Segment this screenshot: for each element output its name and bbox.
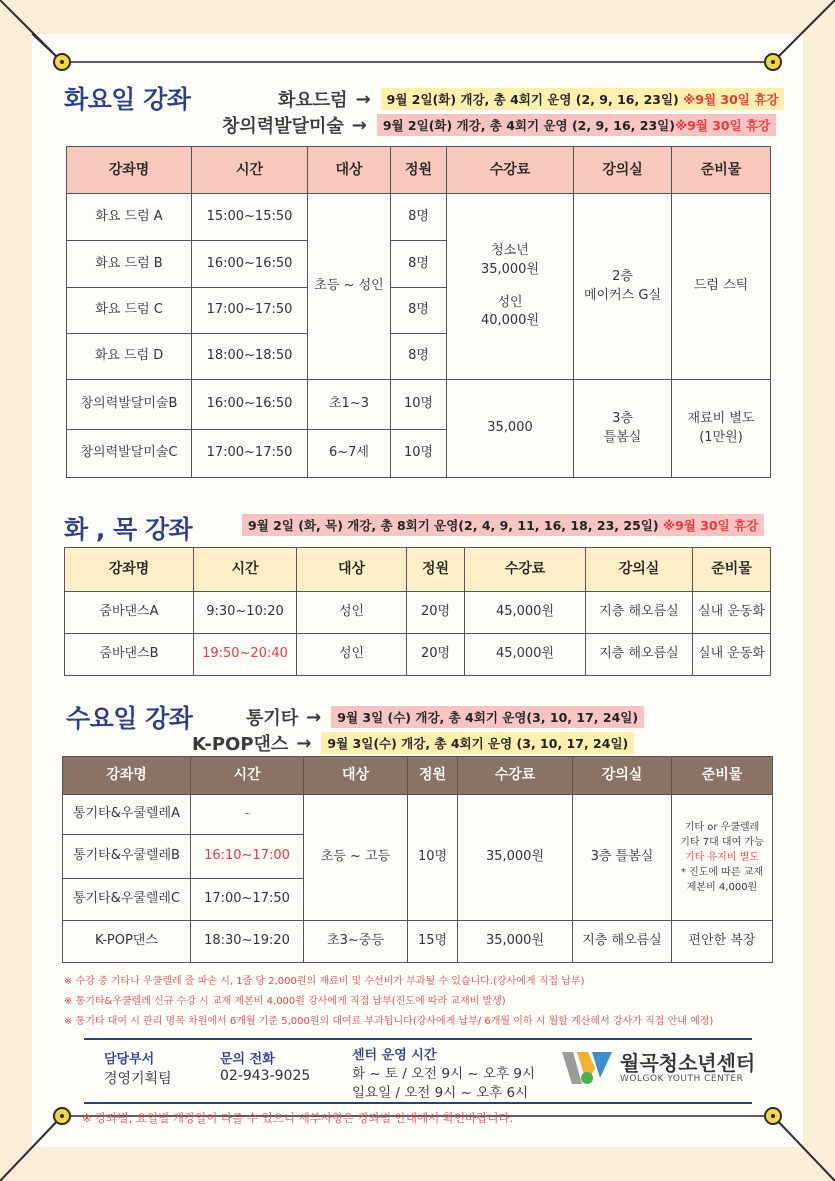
course-fee: 35,000원: [458, 795, 573, 921]
course-target: 6~7세: [308, 430, 391, 478]
arrow-right-icon: →: [306, 706, 322, 728]
course-fee: 45,000원: [465, 634, 586, 676]
course-target: 성인: [297, 634, 407, 676]
hours-weekday: 화 ~ 토 / 오전 9시 ~ 오후 9시: [352, 1066, 536, 1082]
table-row: [65, 592, 771, 634]
course-capacity: 20명: [407, 592, 465, 634]
course-time: 17:00~17:50: [192, 288, 308, 334]
table-row: [67, 380, 771, 430]
header-cell: 시간: [192, 147, 308, 194]
center-logo: [560, 1048, 755, 1088]
pin-icon: [53, 1107, 71, 1125]
art-info-line: [222, 112, 776, 138]
header-cell: 대상: [297, 548, 407, 592]
header-cell: 정원: [407, 548, 465, 592]
table-header-row: [63, 757, 773, 795]
course-room: 지층 해오름실: [586, 634, 693, 676]
course-time: 18:00~18:50: [192, 334, 308, 380]
art-name: 창의력발달미술: [222, 116, 344, 137]
art-holiday: ※9월 30일 휴강: [674, 118, 771, 133]
hours-label: 센터 운영 시간: [352, 1048, 437, 1063]
course-time: 17:00~17:50: [191, 879, 304, 921]
fee-youth-value: 35,000원: [480, 261, 540, 277]
header-cell: 강의실: [573, 757, 672, 795]
table-row: [65, 634, 771, 676]
course-name: 통기타&우쿨렐레B: [63, 835, 191, 879]
drum-info-line: [278, 86, 784, 112]
tuesday-table: [66, 146, 771, 478]
guitar-schedule: 9월 3일 (수) 개강, 총 4회기 운영(3, 10, 17, 24일): [331, 706, 644, 728]
hours-sunday: 일요일 / 오전 9시 ~ 오후 6시: [352, 1085, 529, 1101]
course-time: 19:50~20:40: [194, 634, 297, 676]
tuethu-schedule: [242, 514, 764, 536]
supply-line: 기타 유지비 별도: [685, 852, 759, 863]
tuethu-schedule-text: 9월 2일 (화, 목) 개강, 총 8회기 운영(2, 4, 9, 11, 16, 18, 23, 25일): [248, 518, 659, 533]
course-room: [574, 380, 672, 478]
course-time: 16:10~17:00: [191, 835, 304, 879]
course-name: K-POP댄스: [63, 921, 191, 963]
dept-value: 경영기획팀: [104, 1071, 172, 1087]
arrow-right-icon: →: [296, 732, 312, 754]
course-fee: [447, 194, 574, 380]
tuethu-holiday: ※9월 30일 휴강: [662, 518, 759, 533]
table-header-row: [67, 147, 771, 194]
w-logo-icon: [560, 1048, 614, 1088]
course-target: 성인: [297, 592, 407, 634]
course-room: 지층 해오름실: [573, 921, 672, 963]
header-cell: 수강료: [458, 757, 573, 795]
note-line: ※ 통기타&우쿨렐레 신규 수강 시 교재 제본비 4,000원 강사에게 직접 납부(진도에 따라 교재비 발생): [64, 996, 506, 1007]
course-target: 초등 ~ 성인: [308, 194, 391, 380]
drum-schedule-text: 9월 2일(화) 개강, 총 4회기 운영 (2, 9, 16, 23일): [386, 92, 679, 107]
supply-line: (1만원): [699, 429, 743, 445]
course-time: 15:00~15:50: [192, 194, 308, 241]
header-cell: 수강료: [447, 147, 574, 194]
room-name: 틀봄실: [603, 429, 642, 445]
fee-adult-value: 40,000원: [480, 313, 540, 329]
pin-icon: [53, 53, 71, 71]
drum-name: 화요드럼: [278, 90, 348, 111]
note-line: ※ 통기타 대여 시 관리 명목 차원에서 6개월 기준 5,000원의 대여료 부과됩니다(강사에게 납부/ 6개월 이하 시 월할 계산해서 강사가 직접 안내 예정): [64, 1016, 714, 1027]
course-name: 줌바댄스A: [65, 592, 194, 634]
course-target: 초등 ~ 고등: [304, 795, 408, 921]
header-cell: 준비물: [672, 757, 773, 795]
course-capacity: 8명: [391, 288, 447, 334]
course-name: 통기타&우쿨렐레C: [63, 879, 191, 921]
course-room: 3층 틀봄실: [573, 795, 672, 921]
header-cell: 시간: [194, 548, 297, 592]
tuethu-table: [64, 547, 771, 676]
course-supply: [672, 795, 773, 921]
note-line: ※ 수강 중 기타나 우쿨렐레 줄 파손 시, 1줄 당 2,000원의 재료비 및 수선비가 부과될 수 있습니다.(강사에게 직접 납부): [64, 976, 585, 987]
guitar-name: 통기타: [246, 708, 299, 729]
header-cell: 대상: [304, 757, 408, 795]
course-name: 줌바댄스B: [65, 634, 194, 676]
table-row: [67, 194, 771, 241]
header-cell: 준비물: [693, 548, 771, 592]
notes: [64, 972, 713, 1032]
tuethu-info-line: [242, 514, 764, 536]
header-cell: 준비물: [672, 147, 771, 194]
course-fee: 35,000: [447, 380, 574, 478]
table-row: [63, 795, 773, 835]
arrow-right-icon: →: [351, 114, 367, 136]
course-capacity: 15명: [408, 921, 458, 963]
supply-line: 제본비 4,000원: [686, 882, 758, 893]
pin-icon: [764, 1107, 782, 1125]
header-cell: 강좌명: [63, 757, 191, 795]
course-capacity: 8명: [391, 241, 447, 288]
course-fee: 35,000원: [458, 921, 573, 963]
course-time: 9:30~10:20: [194, 592, 297, 634]
wednesday-table: [62, 756, 773, 963]
room-name: 메이커스 G실: [584, 287, 661, 303]
course-target: 초3~중등: [304, 921, 408, 963]
guitar-info-line: [246, 704, 644, 730]
course-capacity: 20명: [407, 634, 465, 676]
logo-name-en: WOLGOK YOUTH CENTER: [620, 1074, 744, 1084]
course-room: 지층 해오름실: [586, 592, 693, 634]
supply-line: 재료비 별도: [687, 410, 755, 426]
supply-line: 기타 7대 대여 가능: [680, 837, 764, 848]
course-capacity: 8명: [391, 194, 447, 241]
course-time: 18:30~19:20: [191, 921, 304, 963]
course-name: 화요 드럼 D: [67, 334, 192, 380]
arrow-right-icon: →: [355, 88, 371, 110]
course-supply: 편안한 복장: [672, 921, 773, 963]
course-time: 17:00~17:50: [192, 430, 308, 478]
bottom-note: ※ 강좌별, 요일별 개강일이 다를 수 있으니 세부사항은 강좌별 안내에서 확인바랍니다.: [82, 1111, 514, 1125]
header-cell: 시간: [191, 757, 304, 795]
header-cell: 정원: [408, 757, 458, 795]
course-supply: 드럼 스틱: [672, 194, 771, 380]
fee-youth-label: 청소년: [491, 242, 529, 258]
tuesday-title: 화요일 강좌: [64, 85, 191, 114]
course-name: 화요 드럼 A: [67, 194, 192, 241]
logo-name-ko: 월곡청소년센터: [620, 1051, 756, 1075]
table-header-row: [65, 548, 771, 592]
wednesday-title: 수요일 강좌: [66, 704, 193, 733]
course-fee: 45,000원: [465, 592, 586, 634]
kpop-info-line: [192, 730, 634, 756]
drum-holiday: ※9월 30일 휴강: [683, 92, 779, 107]
tuethu-title: 화 , 목 강좌: [64, 515, 193, 544]
supply-line: * 진도에 따른 교재: [680, 867, 764, 878]
course-name: 화요 드럼 B: [67, 241, 192, 288]
phone-label: 문의 전화: [220, 1052, 275, 1067]
art-schedule-text: 9월 2일(화) 개강, 총 4회기 운영 (2, 9, 16, 23일): [382, 118, 675, 133]
drum-schedule: [381, 88, 785, 110]
header-cell: 수강료: [465, 548, 586, 592]
kpop-name: K-POP댄스: [192, 734, 289, 755]
footer-divider-top: [84, 1038, 752, 1040]
course-capacity: 8명: [391, 334, 447, 380]
course-time: 16:00~16:50: [192, 380, 308, 430]
course-name: 통기타&우쿨렐레A: [63, 795, 191, 835]
header-cell: 강의실: [586, 548, 693, 592]
course-supply: 실내 운동화: [693, 634, 771, 676]
course-name: 창의력발달미술C: [67, 430, 192, 478]
course-time: 16:00~16:50: [192, 241, 308, 288]
course-capacity: 10명: [391, 380, 447, 430]
course-name: 창의력발달미술B: [67, 380, 192, 430]
header-cell: 강의실: [574, 147, 672, 194]
phone-value: 02-943-9025: [220, 1068, 311, 1084]
course-room: [574, 194, 672, 380]
art-schedule: [377, 114, 776, 136]
course-capacity: 10명: [408, 795, 458, 921]
supply-line: 기타 or 우쿨렐레: [684, 822, 760, 833]
dept-label: 담당부서: [104, 1052, 155, 1067]
table-row: [63, 921, 773, 963]
fee-adult-label: 성인: [497, 294, 523, 310]
course-supply: 실내 운동화: [693, 592, 771, 634]
kpop-schedule: 9월 3일(수) 개강, 총 4회기 운영 (3, 10, 17, 24일): [321, 732, 634, 754]
room-floor: 3층: [612, 410, 633, 426]
header-cell: 강좌명: [67, 147, 192, 194]
header-cell: 강좌명: [65, 548, 194, 592]
header-cell: 대상: [308, 147, 391, 194]
room-floor: 2층: [612, 268, 633, 284]
course-capacity: 10명: [391, 430, 447, 478]
header-cell: 정원: [391, 147, 447, 194]
course-name: 화요 드럼 C: [67, 288, 192, 334]
course-supply: [672, 380, 771, 478]
course-target: 초1~3: [308, 380, 391, 430]
pin-icon: [764, 53, 782, 71]
course-time: -: [191, 795, 304, 835]
footer-divider-bottom: [84, 1102, 752, 1104]
